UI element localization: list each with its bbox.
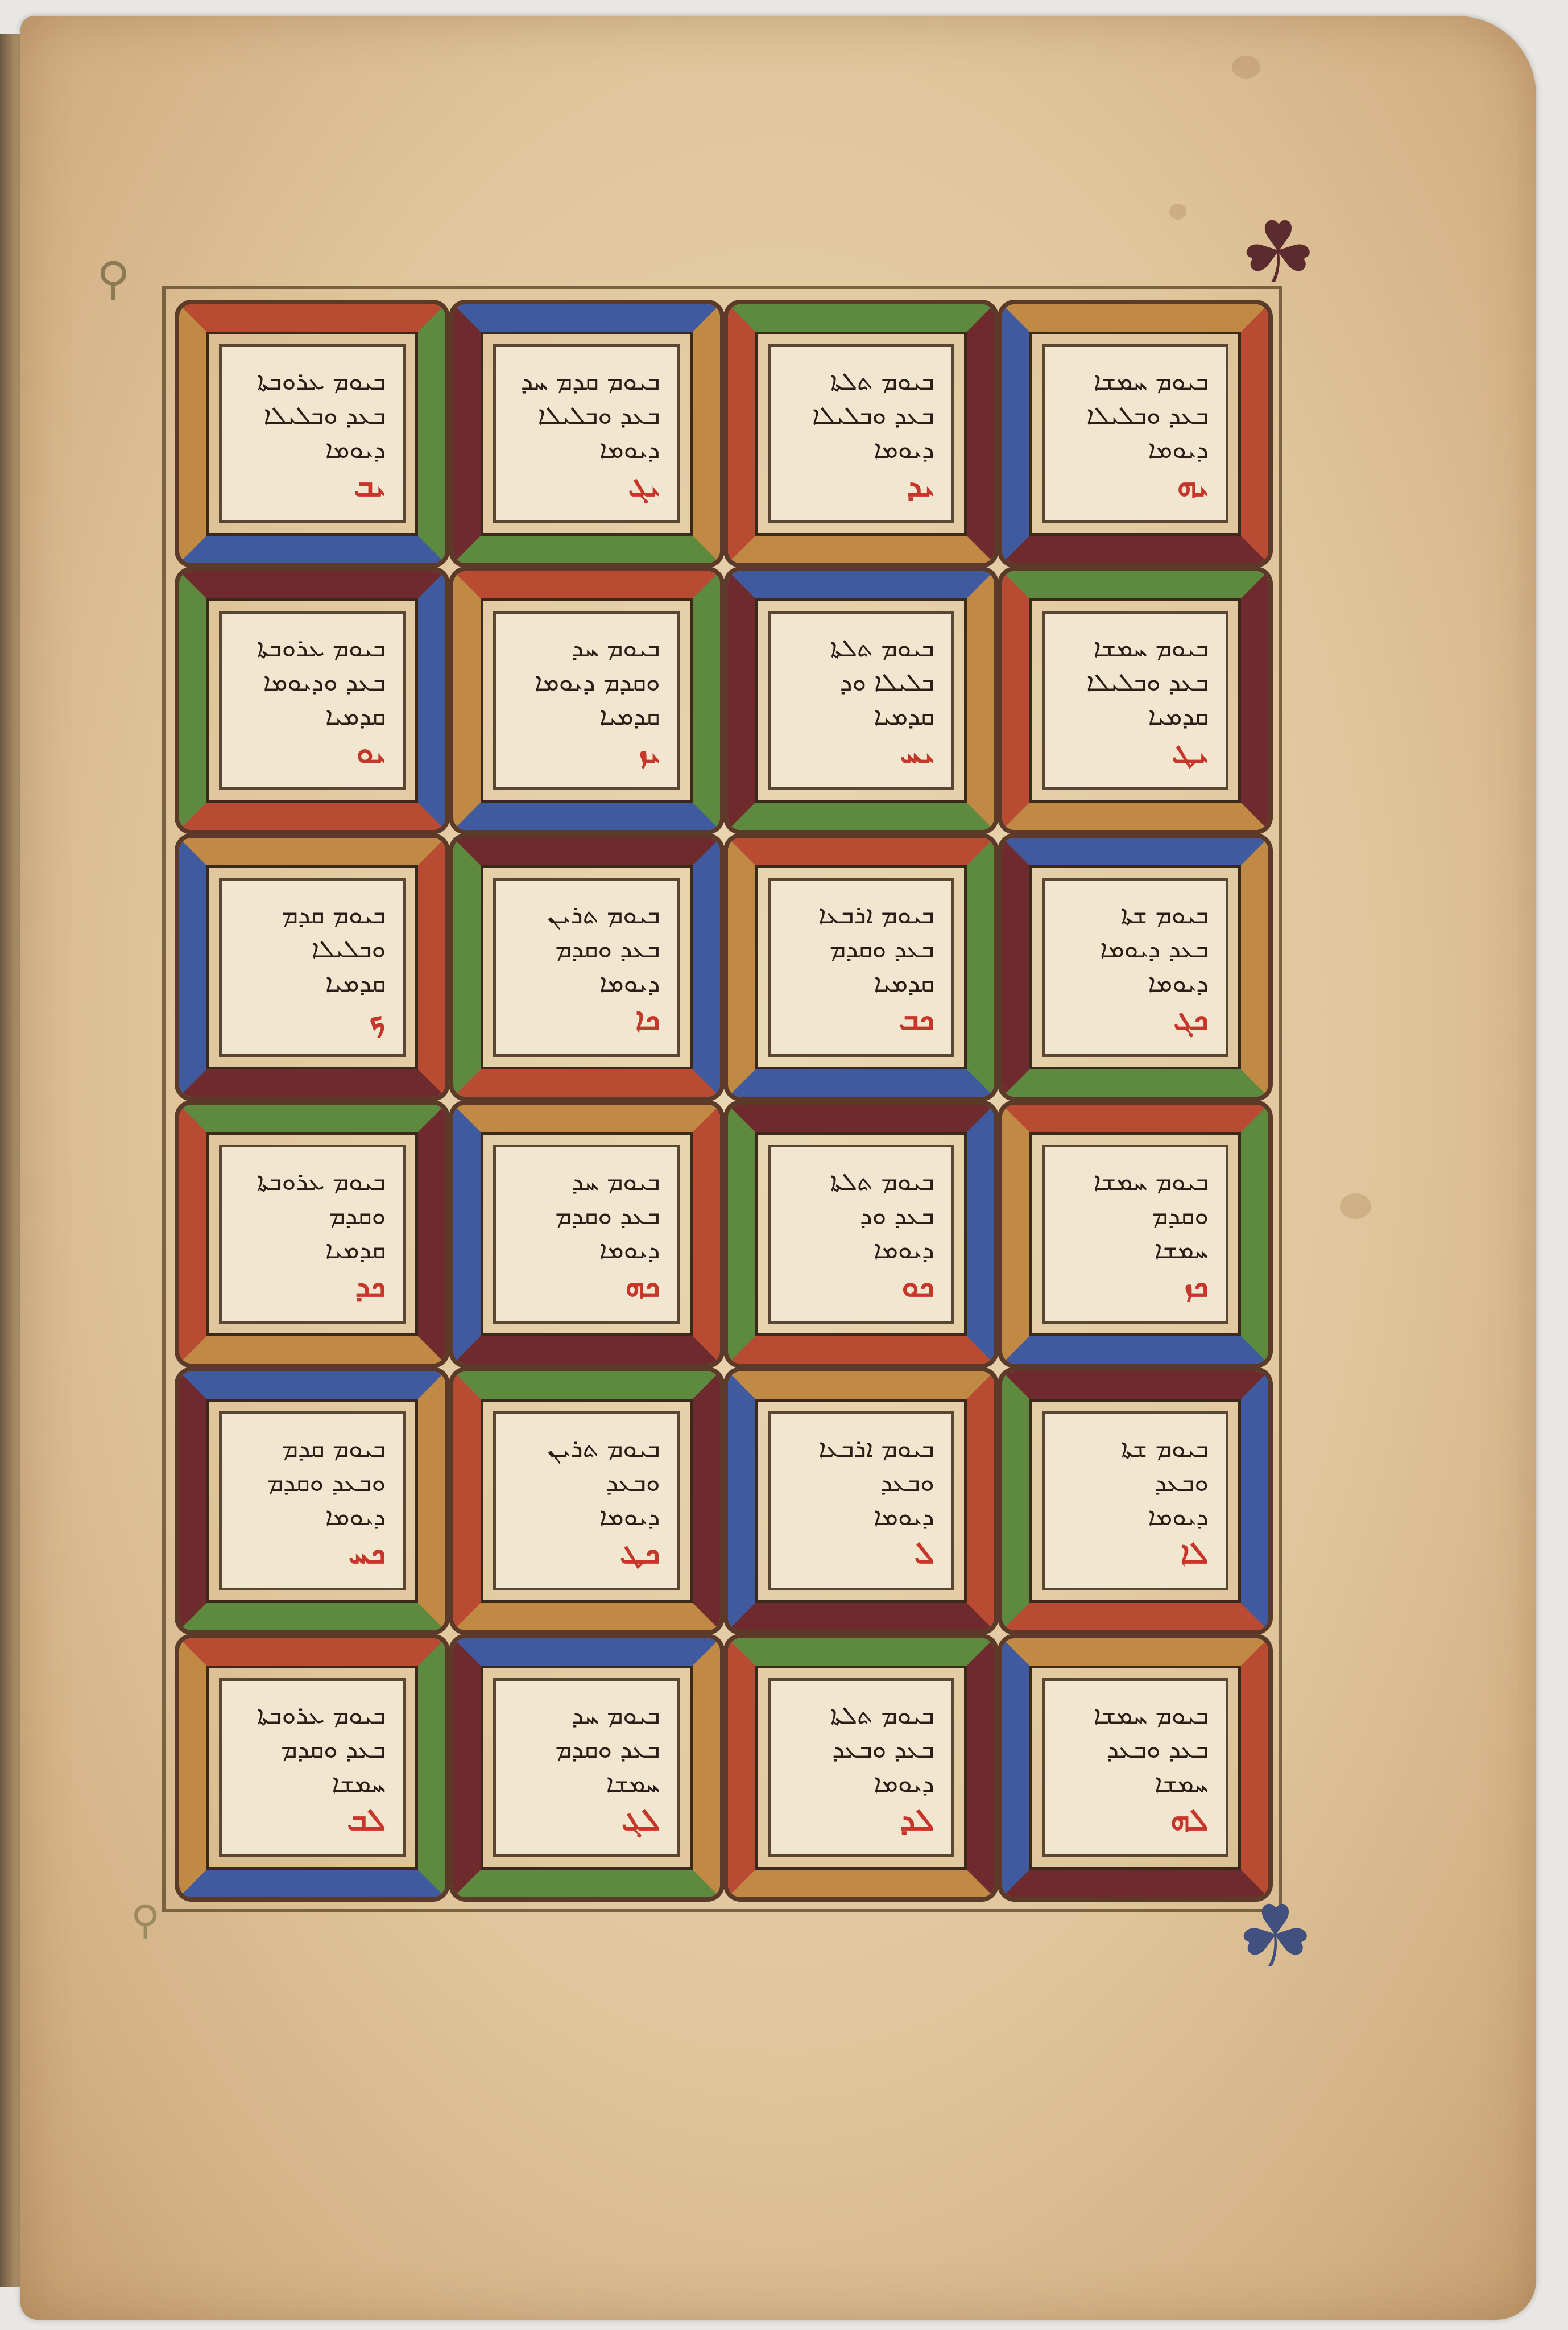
canon-text-panel <box>493 1411 680 1590</box>
canon-table-cell <box>179 1638 445 1897</box>
canon-numeral: ܝܒ <box>354 466 386 503</box>
canon-text-line: ܒܝܘܡ ܚܡܫܐ <box>1093 366 1209 396</box>
canon-text-line: ܒܥܕ ܘܩܕܡ <box>280 1734 386 1764</box>
canon-text-line: ܒܝܘܡ ܬܠܬܐ <box>830 1700 934 1730</box>
canon-text-line: ܕܝܘܡܐ <box>599 1235 660 1265</box>
canon-text-line: ܚܡܫܐ <box>606 1769 660 1798</box>
canon-text-line: ܕܝܘܡܐ <box>874 1502 934 1531</box>
canon-text-panel <box>768 1145 954 1324</box>
canon-numeral: ܠ <box>914 1534 934 1571</box>
canon-table-cell <box>179 304 445 563</box>
pen-flourish-icon: ⚲ <box>131 1897 160 1943</box>
canon-table-cell <box>1002 1638 1268 1897</box>
canon-text-line: ܚܡܫܐ <box>332 1769 386 1798</box>
canon-text-line: ܒܥܕ ܘܕ <box>859 1201 934 1230</box>
canon-numeral: ܝܗ <box>1177 466 1209 503</box>
canon-numeral: ܠܒ <box>347 1800 386 1837</box>
canon-text-line: ܘܩܕܡ <box>329 1201 386 1230</box>
canon-table-cell <box>453 304 719 563</box>
canon-numeral: ܟܛ <box>619 1534 660 1571</box>
canon-table-cell <box>728 1638 994 1897</box>
canon-numeral: ܟܓ <box>1173 1000 1209 1037</box>
canon-text-line: ܒܝܘܡ ܥܪܘܒܬܐ <box>256 1167 386 1196</box>
canon-table-cell <box>728 571 994 830</box>
canon-text-line: ܕܝܘܡܐ <box>325 435 386 464</box>
canon-text-panel <box>768 1678 954 1857</box>
canon-text-line: ܒܝܘܡ ܥܪܘܒܬܐ <box>256 1700 386 1730</box>
canon-text-line: ܒܝܘܡ ܬܠܬܐ <box>830 1167 934 1196</box>
canon-text-line: ܩܕܡܝܐ <box>325 701 386 731</box>
canon-numeral: ܠܐ <box>1180 1534 1209 1571</box>
canon-text-line: ܒܥܕ ܘܒܥܕ <box>832 1734 934 1764</box>
canon-text-line: ܒܥܕ ܘܩܕܡ <box>555 934 660 964</box>
stain <box>1169 204 1186 220</box>
canon-numeral: ܝܚ <box>900 733 934 770</box>
canon-text-line: ܘܩܕܡ <box>1152 1201 1209 1230</box>
canon-numeral: ܟܒ <box>899 1000 934 1037</box>
canon-text-line: ܘܒܥܕ <box>1154 1468 1209 1497</box>
canon-table-cell <box>1002 838 1268 1097</box>
canon-text-panel <box>219 611 406 790</box>
canon-text-panel <box>493 1678 680 1857</box>
canon-text-panel <box>493 344 680 523</box>
canon-text-line: ܒܝܘܡ ܥܪܘܒܬܐ <box>256 366 386 396</box>
canon-text-line: ܒܥܕ ܘܩܕܡ <box>555 1201 660 1230</box>
canon-numeral: ܟܐ <box>635 1000 660 1037</box>
canon-numeral: ܝܘ <box>356 733 386 770</box>
canon-text-panel <box>1042 1145 1228 1324</box>
canon-table-cell <box>1002 1105 1268 1364</box>
canon-text-line: ܩܕܡܝܐ <box>1148 701 1209 731</box>
canon-table-cell <box>179 1371 445 1630</box>
canon-text-line: ܒܝܘܡ ܚܕ <box>572 1700 660 1730</box>
canon-table-cell <box>1002 1371 1268 1630</box>
canon-text-panel <box>1042 1411 1228 1590</box>
canon-text-line: ܒܥܕ ܘܩܕܡ <box>829 934 934 964</box>
canon-text-line: ܒܝܘܡ ܬܠܬܐ <box>830 633 934 663</box>
canon-text-line: ܒܝܘܡ ܥܪܘܒܬܐ <box>256 633 386 663</box>
stain <box>1232 56 1260 79</box>
canon-text-line: ܚܡܫܐ <box>1155 1769 1209 1798</box>
canon-text-line: ܒܝܘܡ ܩܕܡ <box>282 900 386 929</box>
canon-text-line: ܒܠܝܠܐ ܘܕ <box>839 667 934 697</box>
canon-text-line: ܒܝܘܡ ܬܪܝܢ <box>547 900 660 929</box>
canon-text-line: ܒܝܘܡ ܚܡܫܐ <box>1093 1167 1209 1196</box>
canon-text-line: ܩܕܡܝܐ <box>874 968 934 998</box>
canon-text-panel <box>493 878 680 1057</box>
canon-text-line: ܩܕܡܝܐ <box>874 701 934 731</box>
canon-text-line: ܒܝܘܡ ܩܕܡ ܚܕ <box>520 366 660 396</box>
canon-text-line: ܒܥܕ ܘܩܕܡ <box>555 1734 660 1764</box>
trefoil-ornament-icon: ☘ <box>1237 1887 1314 1986</box>
canon-text-line: ܕܝܘܡܐ <box>1148 1502 1209 1531</box>
canon-text-panel <box>1042 611 1228 790</box>
canon-text-line: ܕܝܘܡܐ <box>599 1502 660 1531</box>
canon-numeral: ܟܚ <box>348 1534 386 1571</box>
canon-numeral: ܝܓ <box>628 466 660 503</box>
canon-text-panel <box>1042 344 1228 523</box>
canon-numeral: ܟܕ <box>355 1267 386 1304</box>
canon-text-panel <box>1042 1678 1228 1857</box>
canon-text-line: ܕܝܘܡܐ <box>874 1769 934 1798</box>
canon-text-line: ܕܝܘܡܐ <box>1148 435 1209 464</box>
canon-text-line: ܩܕܡܝܐ <box>325 1235 386 1265</box>
canon-text-line: ܕܝܘܡܐ <box>325 1502 386 1531</box>
canon-text-panel <box>768 878 954 1057</box>
canon-numeral: ܟ <box>369 1000 386 1037</box>
canon-table-cell <box>1002 304 1268 563</box>
canon-table-cell <box>728 304 994 563</box>
canon-text-line: ܕܝܘܡܐ <box>874 435 934 464</box>
trefoil-ornament-icon: ☘ <box>1240 204 1317 303</box>
canon-text-line: ܒܝܘܡ ܬܠܬܐ <box>830 366 934 396</box>
canon-text-line: ܘܒܥܕ <box>606 1468 660 1497</box>
canon-text-panel <box>219 344 406 523</box>
canon-table-cell <box>728 1105 994 1364</box>
canon-table-cell <box>728 838 994 1097</box>
canon-text-line: ܒܥܕ ܘܒܠܝܠܐ <box>537 400 660 430</box>
canon-numeral: ܝܛ <box>1172 733 1209 770</box>
canon-text-line: ܚܡܫܐ <box>1155 1235 1209 1265</box>
canon-text-line: ܒܥܕ ܘܒܠܝܠܐ <box>263 400 386 430</box>
canon-numeral: ܝܕ <box>907 466 934 503</box>
canon-text-line: ܒܝܘܡ ܚܡܫܐ <box>1093 1700 1209 1730</box>
canon-text-line: ܒܥܕ ܘܕܝܘܡܐ <box>263 667 386 697</box>
canon-text-line: ܒܝܘܡ ܚܡܫܐ <box>1093 633 1209 663</box>
canon-table-cell <box>453 838 719 1097</box>
canon-table-cell <box>453 1105 719 1364</box>
stain <box>1340 1193 1371 1219</box>
canon-numeral: ܝܙ <box>639 733 660 770</box>
canon-text-line: ܒܥܕ ܘܒܠܝܠܐ <box>1086 667 1209 697</box>
canon-text-panel <box>1042 878 1228 1057</box>
canon-text-panel <box>768 344 954 523</box>
canon-text-panel <box>219 1678 406 1857</box>
canon-text-panel <box>493 611 680 790</box>
canon-text-panel <box>219 878 406 1057</box>
canon-table-cell <box>453 571 719 830</box>
canon-table-cell <box>179 838 445 1097</box>
canon-text-line: ܕܝܘܡܐ <box>599 435 660 464</box>
canon-text-line: ܩܕܡܝܐ <box>325 968 386 998</box>
canon-text-line: ܘܒܥܕ ܘܩܕܡ <box>267 1468 386 1497</box>
canon-table-cell <box>728 1371 994 1630</box>
canon-table-cell <box>453 1371 719 1630</box>
canon-text-panel <box>768 1411 954 1590</box>
canon-text-panel <box>219 1411 406 1590</box>
canon-text-line: ܕܝܘܡܐ <box>1148 968 1209 998</box>
canon-numeral: ܠܓ <box>621 1800 660 1837</box>
canon-table-grid <box>179 304 1268 1897</box>
pen-flourish-icon: ⚲ <box>97 252 130 305</box>
canon-numeral: ܠܕ <box>900 1800 934 1837</box>
canon-text-line: ܕܝܘܡܐ <box>599 968 660 998</box>
canon-text-line: ܩܕܡܝܐ <box>599 701 660 731</box>
canon-numeral: ܠܗ <box>1170 1800 1209 1837</box>
canon-text-line: ܕܝܘܡܐ <box>874 1235 934 1265</box>
canon-table-cell <box>1002 571 1268 830</box>
canon-text-line: ܒܝܘܡ ܐܪܒܥܐ <box>818 1433 934 1463</box>
canon-text-line: ܒܝܘܡ ܚܕ <box>572 633 660 663</box>
canon-table-cell <box>179 571 445 830</box>
canon-text-line: ܘܒܥܕ <box>880 1468 934 1497</box>
canon-text-line: ܒܝܘܡ ܫܬܐ <box>1120 900 1209 929</box>
canon-text-line: ܒܥܕ ܘܒܥܕ <box>1106 1734 1209 1764</box>
canon-text-line: ܒܝܘܡ ܐܪܒܥܐ <box>818 900 934 929</box>
canon-text-panel <box>493 1145 680 1324</box>
canon-text-panel <box>768 611 954 790</box>
canon-text-line: ܘܩܕܡ ܕܝܘܡܐ <box>535 667 660 697</box>
canon-text-panel <box>219 1145 406 1324</box>
canon-numeral: ܟܙ <box>1184 1267 1209 1304</box>
canon-numeral: ܟܗ <box>625 1267 660 1304</box>
canon-text-line: ܒܥܕ ܘܒܠܝܠܐ <box>812 400 934 430</box>
canon-text-line: ܒܝܘܡ ܩܕܡ <box>282 1433 386 1463</box>
canon-table-cell <box>453 1638 719 1897</box>
canon-numeral: ܟܘ <box>901 1267 934 1304</box>
canon-text-line: ܒܝܘܡ ܚܕ <box>572 1167 660 1196</box>
canon-text-line: ܒܥܕ ܘܒܠܝܠܐ <box>1086 400 1209 430</box>
canon-text-line: ܒܝܘܡ ܬܪܝܢ <box>547 1433 660 1463</box>
canon-text-line: ܒܝܘܡ ܫܬܐ <box>1120 1433 1209 1463</box>
canon-text-line: ܘܒܠܝܠܐ <box>311 934 386 964</box>
canon-text-line: ܒܥܕ ܕܝܘܡܐ <box>1100 934 1209 964</box>
canon-table-cell <box>179 1105 445 1364</box>
